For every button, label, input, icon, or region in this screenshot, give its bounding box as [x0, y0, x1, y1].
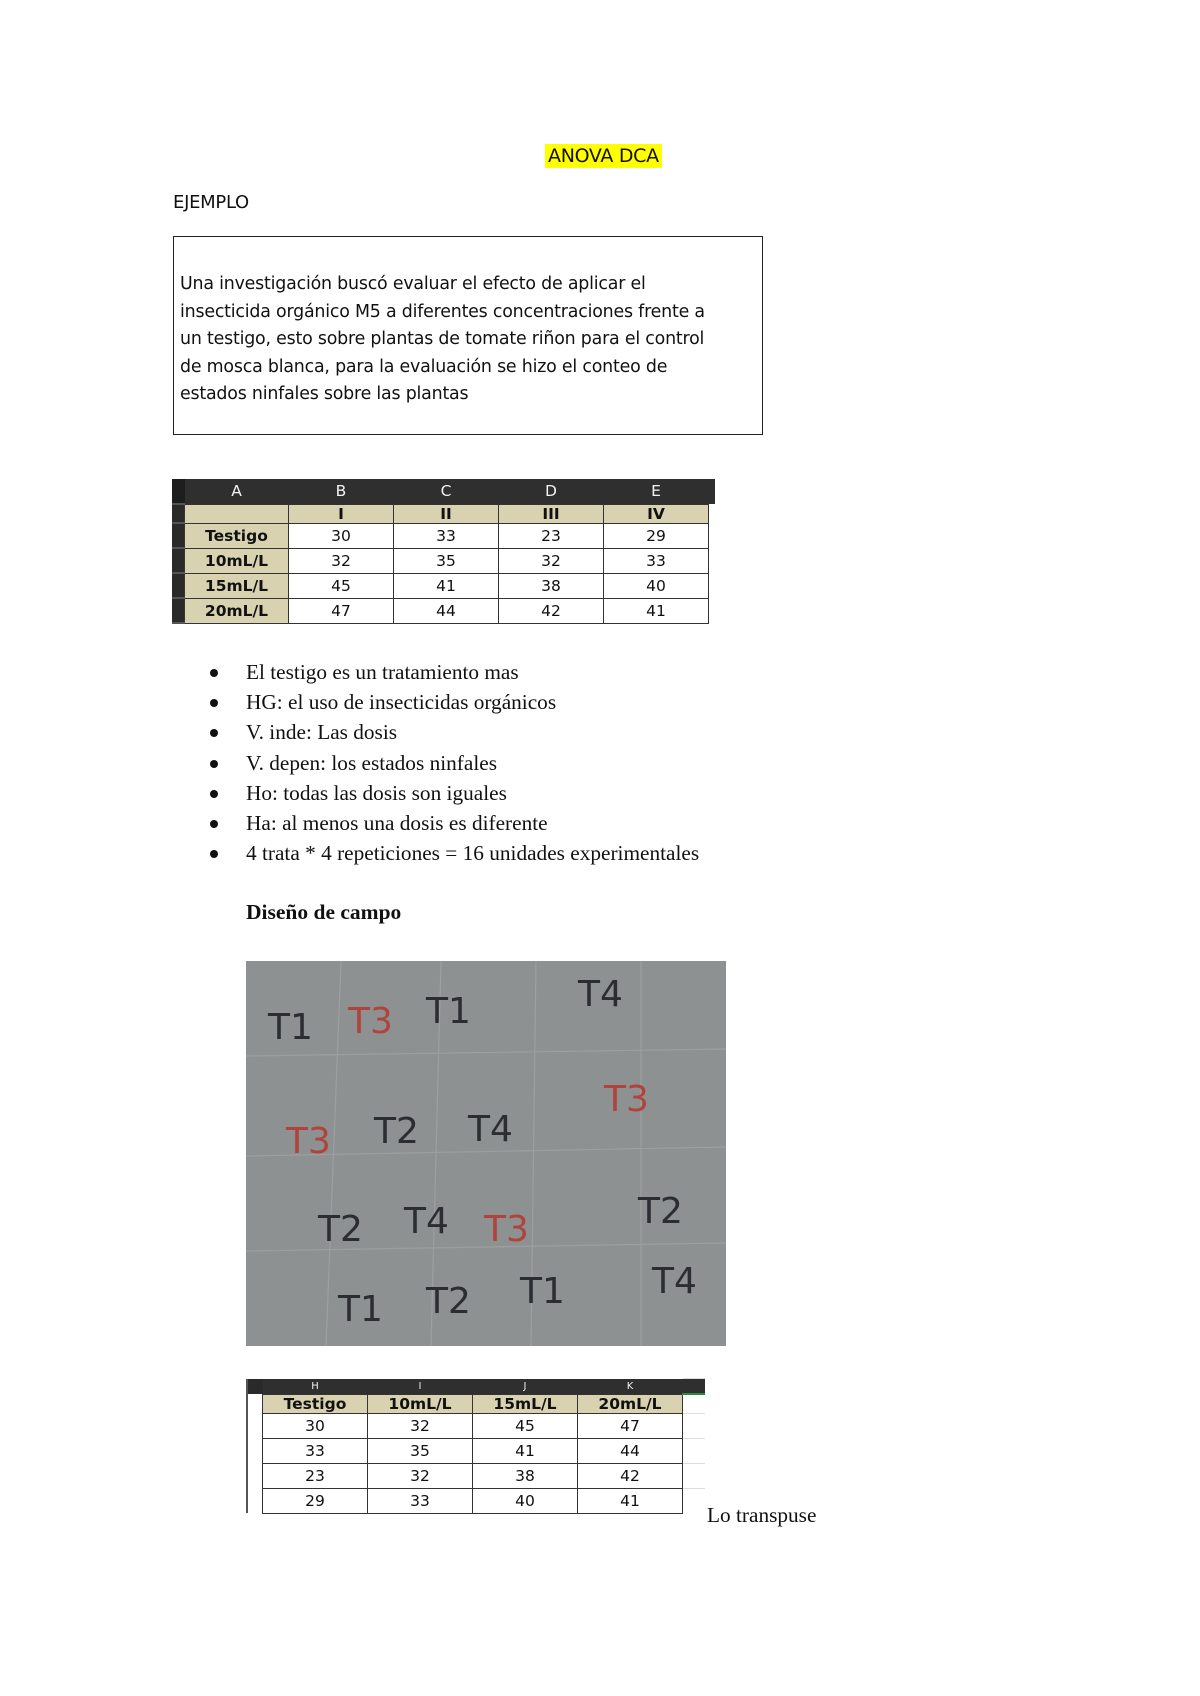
table-cell: 23: [263, 1463, 368, 1488]
plot-label: T1: [520, 1271, 565, 1312]
table-cell: 47: [578, 1413, 683, 1438]
table-cell: 38: [499, 573, 604, 598]
header-cell: [185, 504, 289, 523]
column-letter: C: [394, 479, 499, 504]
table-cell: 41: [394, 573, 499, 598]
plot-label: T4: [404, 1201, 449, 1242]
header-cell: II: [394, 504, 499, 523]
table-row: [247, 1438, 705, 1463]
list-item: V. depen: los estados ninfales: [246, 748, 699, 778]
column-letter-row: [172, 479, 715, 504]
table-cell: 33: [604, 548, 709, 573]
field-design-photo: [246, 961, 726, 1346]
list-item: Ha: al menos una dosis es diferente: [246, 808, 699, 838]
problem-description-box: [173, 236, 763, 435]
description-line: de mosca blanca, para la evaluación se hizo el conteo de: [180, 356, 668, 377]
table-cell: 32: [368, 1413, 473, 1438]
plot-label: T3: [348, 1001, 393, 1042]
header-cell: I: [289, 504, 394, 523]
table-row: [172, 523, 715, 548]
section-heading: Diseño de campo: [246, 900, 402, 924]
table-cell: 40: [473, 1488, 578, 1513]
header-cell: IV: [604, 504, 709, 523]
plot-label: T3: [286, 1121, 331, 1162]
table-cell: 41: [578, 1488, 683, 1513]
plot-label: T4: [578, 974, 623, 1015]
description-line: insecticida orgánico M5 a diferentes concentraciones frente a: [180, 301, 705, 322]
table-header-row: [247, 1394, 705, 1413]
row-label: 10mL/L: [185, 548, 289, 573]
column-letter: B: [289, 479, 394, 504]
plot-label: T2: [374, 1111, 419, 1152]
list-item: 4 trata * 4 repeticiones = 16 unidades experimentales: [246, 838, 699, 868]
column-letter: K: [578, 1379, 683, 1395]
plot-label: T2: [318, 1209, 363, 1250]
table-cell: 40: [604, 573, 709, 598]
table-cell: 30: [289, 523, 394, 548]
example-heading: EJEMPLO: [173, 192, 249, 213]
description-line: un testigo, esto sobre plantas de tomate riñon para el control: [180, 329, 705, 349]
table-cell: 35: [368, 1438, 473, 1463]
column-letter: E: [604, 479, 709, 504]
plot-label: T1: [338, 1289, 383, 1330]
select-all-corner: [172, 479, 185, 504]
plot-label: T1: [268, 1007, 313, 1048]
plot-label: T4: [652, 1261, 697, 1302]
plot-label: T1: [426, 991, 471, 1032]
hypothesis-list: [190, 657, 699, 868]
transpose-note: Lo transpuse: [707, 1503, 817, 1527]
row-label: 20mL/L: [185, 598, 289, 623]
table-cell: 42: [499, 598, 604, 623]
list-item: El testigo es un tratamiento mas: [246, 657, 699, 687]
description-line: estados ninfales sobre las plantas: [180, 384, 469, 404]
table-row: [172, 598, 715, 623]
header-cell: 20mL/L: [578, 1394, 683, 1413]
table-row: [247, 1463, 705, 1488]
table-cell: 32: [368, 1463, 473, 1488]
table-cell: 32: [289, 548, 394, 573]
table-cell: 33: [368, 1488, 473, 1513]
table-cell: 32: [499, 548, 604, 573]
table-cell: 44: [578, 1438, 683, 1463]
page-title: ANOVA DCA: [545, 144, 662, 168]
table-cell: 30: [263, 1413, 368, 1438]
header-cell: 15mL/L: [473, 1394, 578, 1413]
table-cell: 47: [289, 598, 394, 623]
plot-label: T3: [484, 1209, 529, 1250]
table-cell: 42: [578, 1463, 683, 1488]
plot-label: T2: [426, 1281, 471, 1322]
plot-label: T4: [468, 1109, 513, 1150]
column-letter: A: [185, 479, 289, 504]
column-letter: I: [368, 1379, 473, 1395]
header-cell: III: [499, 504, 604, 523]
row-label: Testigo: [185, 523, 289, 548]
table-row: [172, 573, 715, 598]
data-table-transposed: [246, 1378, 705, 1514]
column-letter: D: [499, 479, 604, 504]
table-cell: 29: [263, 1488, 368, 1513]
table-cell: 33: [263, 1438, 368, 1463]
table-cell: 33: [394, 523, 499, 548]
table-cell: 44: [394, 598, 499, 623]
column-letter-row: [247, 1379, 705, 1395]
plot-label: T2: [638, 1191, 683, 1232]
table-cell: 38: [473, 1463, 578, 1488]
table-row: [247, 1413, 705, 1438]
table-cell: 29: [604, 523, 709, 548]
plot-label: T3: [604, 1079, 649, 1120]
column-letter: H: [263, 1379, 368, 1395]
table-cell: 23: [499, 523, 604, 548]
table-row: [247, 1488, 705, 1513]
header-cell: Testigo: [263, 1394, 368, 1413]
table-cell: 45: [289, 573, 394, 598]
list-item: V. inde: Las dosis: [246, 717, 699, 747]
column-letter: J: [473, 1379, 578, 1395]
header-cell: 10mL/L: [368, 1394, 473, 1413]
list-item: Ho: todas las dosis son iguales: [246, 778, 699, 808]
table-row: [172, 548, 715, 573]
description-line: Una investigación buscó evaluar el efecto de aplicar el: [180, 274, 646, 294]
list-item: HG: el uso de insecticidas orgánicos: [246, 687, 699, 717]
table-cell: 41: [473, 1438, 578, 1463]
row-label: 15mL/L: [185, 573, 289, 598]
table-header-row: [172, 504, 715, 523]
data-table-original: [172, 479, 715, 624]
table-cell: 45: [473, 1413, 578, 1438]
table-cell: 41: [604, 598, 709, 623]
table-cell: 35: [394, 548, 499, 573]
